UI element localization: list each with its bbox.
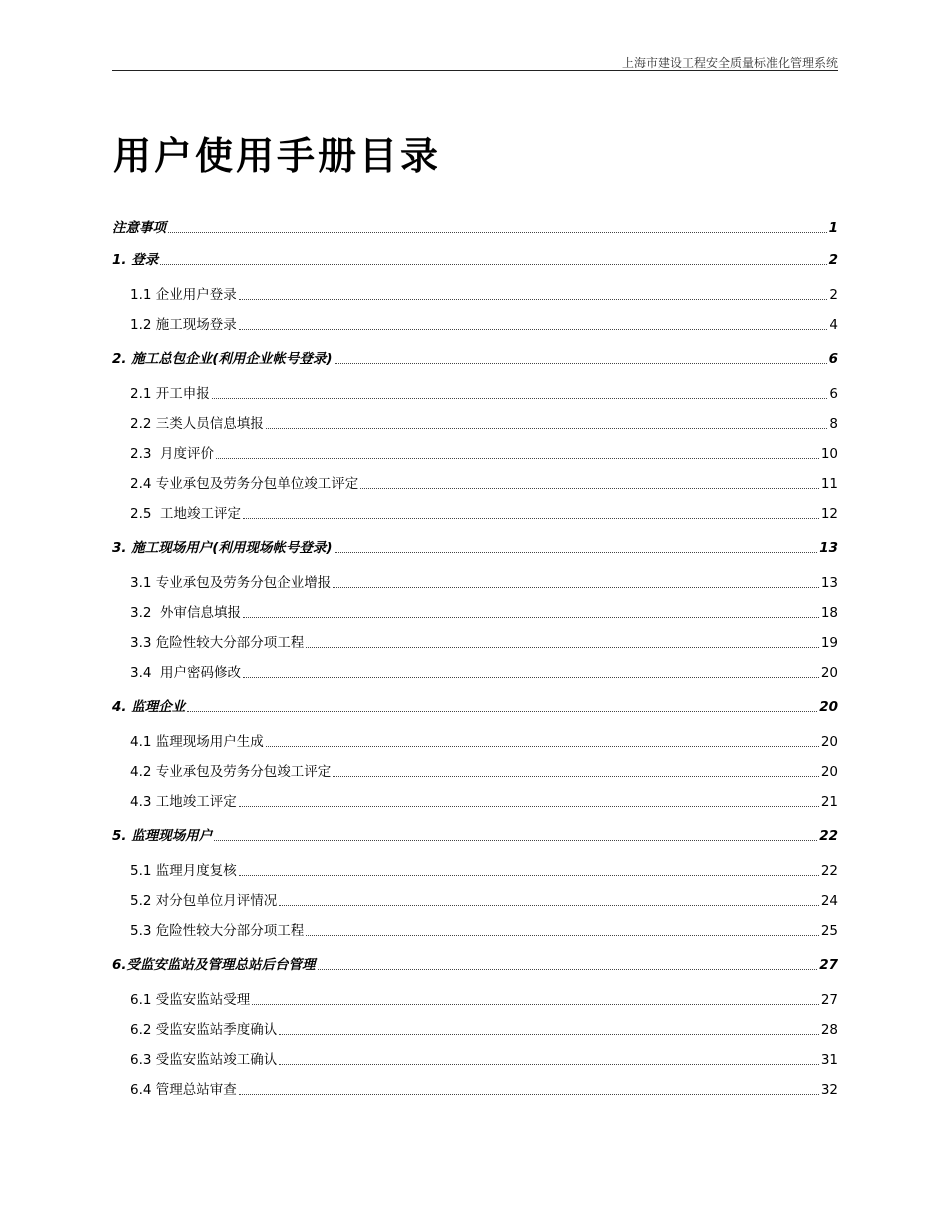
toc-dot-leader xyxy=(335,552,818,553)
toc-page-number: 22 xyxy=(819,828,838,844)
toc-page-number: 2 xyxy=(829,287,838,303)
toc-page-number: 6 xyxy=(828,351,838,367)
toc-entry-label: 5.2 对分包单位月评情况 xyxy=(130,893,278,909)
toc-page-number: 6 xyxy=(829,386,838,402)
toc-subsection-entry[interactable] xyxy=(112,275,838,305)
toc-entry-label: 6.受监安监站及管理总站后台管理 xyxy=(112,957,316,973)
toc-page-number: 2 xyxy=(828,252,838,268)
toc-entry-label: 3.4 用户密码修改 xyxy=(130,665,242,681)
toc-entry-label: 4.2 专业承包及劳务分包竣工评定 xyxy=(130,764,332,780)
toc-page-number: 19 xyxy=(820,635,838,651)
toc-page-number: 21 xyxy=(820,794,838,810)
toc-page-number: 20 xyxy=(820,734,838,750)
toc-subsection-entry[interactable] xyxy=(112,563,838,593)
toc-dot-leader xyxy=(360,488,819,489)
toc-entry-label: 5. 监理现场用户 xyxy=(112,828,213,844)
toc-dot-leader xyxy=(187,711,817,712)
toc-dot-leader xyxy=(306,935,819,936)
toc-entry-label: 4. 监理企业 xyxy=(112,699,186,715)
toc-entry-label: 1.2 施工现场登录 xyxy=(130,317,237,333)
toc-dot-leader xyxy=(279,1064,819,1065)
toc-dot-leader xyxy=(266,746,819,747)
toc-entry-label: 5.1 监理月度复核 xyxy=(130,863,237,879)
header-text: 上海市建设工程安全质量标准化管理系统 xyxy=(621,56,838,70)
toc-subsection-entry[interactable] xyxy=(112,851,838,881)
toc-page-number: 13 xyxy=(819,540,838,556)
toc-entry-label: 3.1 专业承包及劳务分包企业增报 xyxy=(130,575,332,591)
toc-section-entry[interactable] xyxy=(112,812,838,851)
toc-subsection-entry[interactable] xyxy=(112,752,838,782)
toc-section-entry[interactable] xyxy=(112,335,838,374)
toc-dot-leader xyxy=(306,647,819,648)
toc-subsection-entry[interactable] xyxy=(112,653,838,683)
toc-subsection-entry[interactable] xyxy=(112,434,838,464)
toc-entry-label: 2.5 工地竣工评定 xyxy=(130,506,242,522)
toc-section-entry[interactable] xyxy=(112,236,838,275)
toc-page-number: 28 xyxy=(820,1022,838,1038)
toc-entry-label: 3.3 危险性较大分部分项工程 xyxy=(130,635,305,651)
toc-dot-leader xyxy=(168,232,827,233)
toc-subsection-entry[interactable] xyxy=(112,623,838,653)
toc-subsection-entry[interactable] xyxy=(112,1010,838,1040)
toc-entry-label: 6.2 受监安监站季度确认 xyxy=(130,1022,278,1038)
toc-entry-label: 6.1 受监安监站受理 xyxy=(130,992,251,1008)
toc-dot-leader xyxy=(216,458,819,459)
toc-dot-leader xyxy=(279,1034,819,1035)
toc-entry-label: 注意事项 xyxy=(112,220,166,236)
toc-entry-label: 6.4 管理总站审查 xyxy=(130,1082,237,1098)
toc-entry-label: 4.3 工地竣工评定 xyxy=(130,794,237,810)
toc-section-entry[interactable] xyxy=(112,216,838,236)
toc-subsection-entry[interactable] xyxy=(112,980,838,1010)
toc-entry-label: 4.1 监理现场用户生成 xyxy=(130,734,264,750)
toc-page-number: 12 xyxy=(820,506,838,522)
toc-dot-leader xyxy=(266,428,828,429)
toc-dot-leader xyxy=(239,329,828,330)
toc-entry-label: 1.1 企业用户登录 xyxy=(130,287,237,303)
toc-page-number: 18 xyxy=(820,605,838,621)
toc-page-number: 20 xyxy=(819,699,838,715)
toc-subsection-entry[interactable] xyxy=(112,464,838,494)
toc-subsection-entry[interactable] xyxy=(112,1040,838,1070)
toc-page-number: 20 xyxy=(820,665,838,681)
toc-dot-leader xyxy=(333,587,819,588)
page-title: 用户使用手册目录 xyxy=(113,133,442,178)
toc-dot-leader xyxy=(160,264,826,265)
toc-entry-label: 5.3 危险性较大分部分项工程 xyxy=(130,923,305,939)
toc-entry-label: 6.3 受监安监站竣工确认 xyxy=(130,1052,278,1068)
toc-entry-label: 2.2 三类人员信息填报 xyxy=(130,416,264,432)
toc-page-number: 10 xyxy=(820,446,838,462)
toc-dot-leader xyxy=(333,776,819,777)
toc-page-number: 1 xyxy=(828,220,838,236)
toc-subsection-entry[interactable] xyxy=(112,305,838,335)
toc-entry-label: 2. 施工总包企业(利用企业帐号登录) xyxy=(112,351,333,367)
toc-page-number: 22 xyxy=(820,863,838,879)
toc-subsection-entry[interactable] xyxy=(112,881,838,911)
toc-dot-leader xyxy=(318,969,818,970)
toc-dot-leader xyxy=(335,363,827,364)
toc-page-number: 4 xyxy=(829,317,838,333)
toc-page-number: 8 xyxy=(829,416,838,432)
toc-dot-leader xyxy=(214,840,817,841)
toc-dot-leader xyxy=(243,617,819,618)
toc-page-number: 32 xyxy=(820,1082,838,1098)
table-of-contents xyxy=(112,216,838,1100)
toc-dot-leader xyxy=(239,875,819,876)
toc-dot-leader xyxy=(243,677,819,678)
toc-dot-leader xyxy=(239,299,828,300)
toc-subsection-entry[interactable] xyxy=(112,782,838,812)
toc-section-entry[interactable] xyxy=(112,524,838,563)
toc-page-number: 27 xyxy=(819,957,838,973)
toc-dot-leader xyxy=(279,905,819,906)
toc-page-number: 13 xyxy=(820,575,838,591)
toc-entry-label: 2.3 月度评价 xyxy=(130,446,215,462)
toc-subsection-entry[interactable] xyxy=(112,404,838,434)
toc-page-number: 31 xyxy=(820,1052,838,1068)
toc-dot-leader xyxy=(212,398,828,399)
toc-subsection-entry[interactable] xyxy=(112,593,838,623)
toc-entry-label: 2.4 专业承包及劳务分包单位竣工评定 xyxy=(130,476,359,492)
header-divider xyxy=(112,70,838,71)
toc-subsection-entry[interactable] xyxy=(112,1070,838,1100)
toc-page-number: 25 xyxy=(820,923,838,939)
toc-page-number: 27 xyxy=(820,992,838,1008)
toc-entry-label: 1. 登录 xyxy=(112,252,159,268)
toc-page-number: 11 xyxy=(820,476,838,492)
toc-dot-leader xyxy=(239,806,819,807)
toc-subsection-entry[interactable] xyxy=(112,494,838,524)
toc-subsection-entry[interactable] xyxy=(112,374,838,404)
toc-section-entry[interactable] xyxy=(112,683,838,722)
toc-dot-leader xyxy=(252,1004,819,1005)
toc-entry-label: 3. 施工现场用户(利用现场帐号登录) xyxy=(112,540,333,556)
toc-subsection-entry[interactable] xyxy=(112,911,838,941)
toc-page-number: 20 xyxy=(820,764,838,780)
toc-entry-label: 3.2 外审信息填报 xyxy=(130,605,242,621)
toc-section-entry[interactable] xyxy=(112,941,838,980)
toc-dot-leader xyxy=(239,1094,819,1095)
toc-page-number: 24 xyxy=(820,893,838,909)
toc-entry-label: 2.1 开工申报 xyxy=(130,386,210,402)
toc-dot-leader xyxy=(243,518,819,519)
toc-subsection-entry[interactable] xyxy=(112,722,838,752)
